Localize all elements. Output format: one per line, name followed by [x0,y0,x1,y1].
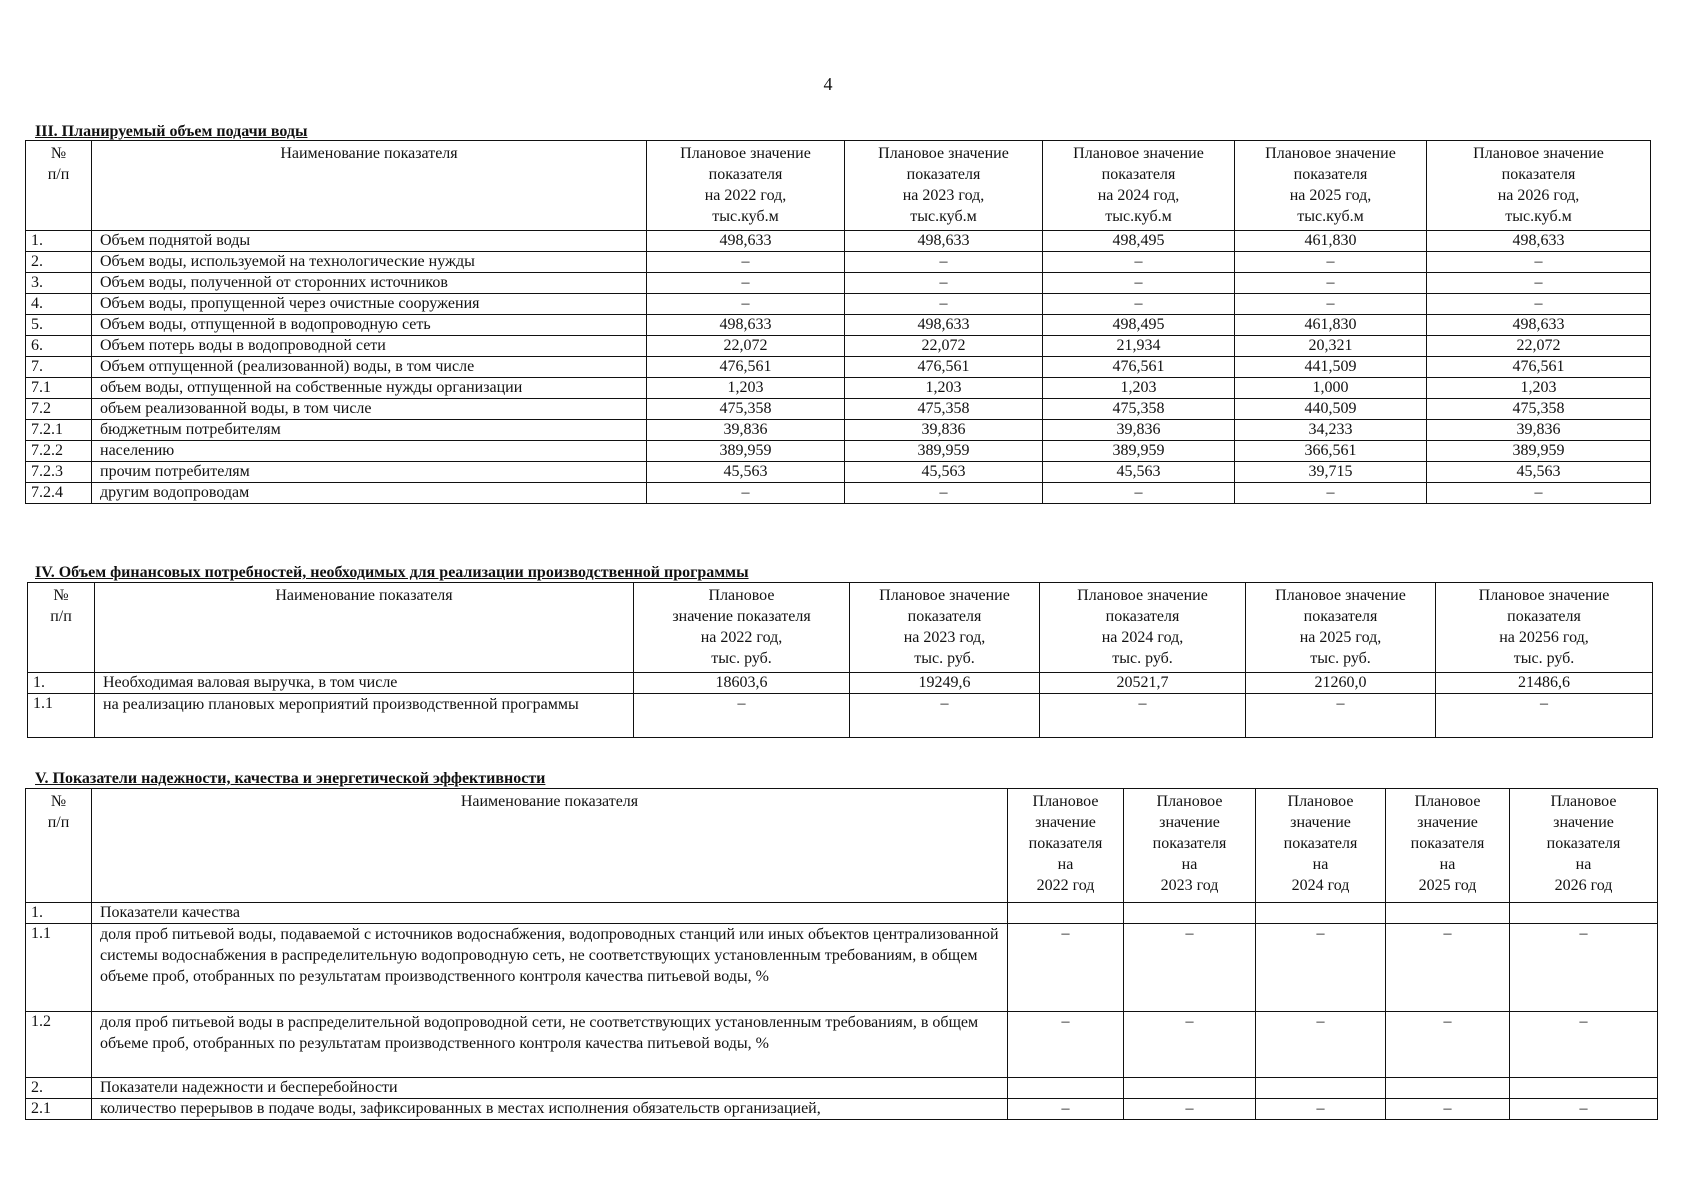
header-year-2024: Плановое значение показателя на 2024 год, тыс.куб.м [1043,141,1235,231]
row-num: 3. [26,273,92,294]
row-name: на реализацию плановых мероприятий производственной программы [95,694,634,738]
header-name: Наименование показателя [95,583,634,673]
table-row [26,315,1651,336]
table-row [26,399,1651,420]
row-value: 461,830 [1235,231,1427,252]
row-value [1256,1078,1386,1099]
row-value: – [1008,1099,1124,1120]
row-num: 7.2.3 [26,462,92,483]
page-number: 4 [823,74,833,94]
row-name: Показатели качества [92,903,1008,924]
row-value: – [1510,1099,1658,1120]
row-value: – [647,273,845,294]
row-value: – [647,483,845,504]
row-value [1124,1078,1256,1099]
row-value [1124,903,1256,924]
header-year-2025: Плановое значение показателя на 2025 год [1386,789,1510,903]
row-num: 2. [26,1078,92,1099]
table-row [26,420,1651,441]
row-value: 498,633 [845,315,1043,336]
row-value: – [634,694,850,738]
row-value: – [1386,1099,1510,1120]
row-value: – [845,252,1043,273]
row-value: 389,959 [647,441,845,462]
row-value [1386,1078,1510,1099]
row-value: – [1427,273,1651,294]
row-value: 1,203 [1427,378,1651,399]
row-value: – [1427,294,1651,315]
row-value: 498,495 [1043,315,1235,336]
table-row [26,294,1651,315]
row-value: – [1008,924,1124,1012]
table-row [26,1099,1658,1120]
row-num: 1.1 [28,694,95,738]
table-row [26,336,1651,357]
table-row [28,673,1653,694]
row-value [1008,903,1124,924]
row-num: 1. [26,231,92,252]
row-value: 39,715 [1235,462,1427,483]
table-header-row [26,789,1658,903]
water-supply-table [25,140,1651,504]
row-value: – [647,252,845,273]
row-value: 498,633 [1427,315,1651,336]
row-num: 4. [26,294,92,315]
row-num: 7.2.1 [26,420,92,441]
row-value: – [1386,924,1510,1012]
header-year-2025: Плановое значение показателя на 2025 год, тыс. руб. [1246,583,1436,673]
row-value: 39,836 [845,420,1043,441]
row-value: – [1427,483,1651,504]
row-value: 498,633 [647,231,845,252]
header-year-2024: Плановое значение показателя на 2024 год, тыс. руб. [1040,583,1246,673]
row-name: Объем воды, пропущенной через очистные сооружения [92,294,647,315]
row-value: 20521,7 [1040,673,1246,694]
table-row [26,252,1651,273]
row-value: 45,563 [1427,462,1651,483]
row-value: – [1235,273,1427,294]
row-num: 6. [26,336,92,357]
header-year-2026: Плановое значение показателя на 20256 год, тыс. руб. [1436,583,1653,673]
row-value: 21260,0 [1246,673,1436,694]
row-value: 440,509 [1235,399,1427,420]
row-value [1008,1078,1124,1099]
row-value: – [845,273,1043,294]
row-value: – [1235,252,1427,273]
row-value: – [845,483,1043,504]
row-name: Объем поднятой воды [92,231,647,252]
header-num: № п/п [26,141,92,231]
table-row [26,462,1651,483]
row-value: 476,561 [1427,357,1651,378]
row-value: 476,561 [845,357,1043,378]
section-3-title: III. Планируемый объем подачи воды [35,123,308,140]
row-name: объем воды, отпущенной на собственные нужды организации [92,378,647,399]
table-row [26,924,1658,1012]
row-value: 1,203 [845,378,1043,399]
row-num: 1.1 [26,924,92,1012]
row-value [1510,1078,1658,1099]
row-value: 45,563 [845,462,1043,483]
row-value [1386,903,1510,924]
table-header-row [28,583,1653,673]
row-name: количество перерывов в подаче воды, зафиксированных в местах исполнения обязательств организацией, [92,1099,1008,1120]
row-name: прочим потребителям [92,462,647,483]
row-name: другим водопроводам [92,483,647,504]
row-value: – [1386,1012,1510,1078]
row-value: 22,072 [1427,336,1651,357]
row-value [1256,903,1386,924]
table-row [26,483,1651,504]
table-row [26,441,1651,462]
header-year-2023: Плановое значение показателя на 2023 год, тыс. руб. [850,583,1040,673]
row-value: 475,358 [647,399,845,420]
row-value: 19249,6 [850,673,1040,694]
row-value: 389,959 [1043,441,1235,462]
row-num: 1.2 [26,1012,92,1078]
row-value: 1,203 [647,378,845,399]
row-value: 22,072 [647,336,845,357]
row-value: 18603,6 [634,673,850,694]
row-value: – [1124,1012,1256,1078]
row-value: 22,072 [845,336,1043,357]
row-value: 389,959 [845,441,1043,462]
table-row [26,903,1658,924]
row-num: 7. [26,357,92,378]
row-num: 7.2.2 [26,441,92,462]
row-value: 1,203 [1043,378,1235,399]
row-value: – [1256,1099,1386,1120]
header-num: № п/п [28,583,95,673]
table-row [26,357,1651,378]
table-header-row [26,141,1651,231]
header-year-2023: Плановое значение показателя на 2023 год [1124,789,1256,903]
row-value: – [1256,1012,1386,1078]
header-num: № п/п [26,789,92,903]
row-value: 475,358 [845,399,1043,420]
row-value: 21486,6 [1436,673,1653,694]
header-year-2022: Плановое значение показателя на 2022 год, тыс. руб. [634,583,850,673]
row-name: Объем воды, полученной от сторонних источников [92,273,647,294]
row-value: 366,561 [1235,441,1427,462]
header-year-2026: Плановое значение показателя на 2026 год, тыс.куб.м [1427,141,1651,231]
row-value: – [1510,1012,1658,1078]
row-num: 2. [26,252,92,273]
row-value: 39,836 [647,420,845,441]
table-row [26,378,1651,399]
row-value: 461,830 [1235,315,1427,336]
row-value: – [1124,1099,1256,1120]
row-value: 39,836 [1043,420,1235,441]
row-value: – [1008,1012,1124,1078]
row-name: доля проб питьевой воды, подаваемой с источников водоснабжения, водопроводных станций или иных объектов централизованной системы водоснабжения в распределительную водопроводную сеть, не соответствующих установленным требованиям, в общем объеме проб, отобранных по результатам производственного контроля качества питьевой воды, % [92,924,1008,1012]
row-value: – [1427,252,1651,273]
row-value: 476,561 [1043,357,1235,378]
row-value: – [1043,252,1235,273]
reliability-table [25,788,1658,1120]
row-name: Объем потерь воды в водопроводной сети [92,336,647,357]
row-value: 45,563 [647,462,845,483]
row-name: Объем отпущенной (реализованной) воды, в том числе [92,357,647,378]
row-num: 2.1 [26,1099,92,1120]
row-value: 34,233 [1235,420,1427,441]
row-value: – [647,294,845,315]
row-value: – [1246,694,1436,738]
table-row [28,694,1653,738]
row-name: объем реализованной воды, в том числе [92,399,647,420]
row-value: – [1040,694,1246,738]
row-value: – [850,694,1040,738]
section-4-title: IV. Объем финансовых потребностей, необходимых для реализации производственной программы [35,564,749,581]
row-value: – [845,294,1043,315]
row-num: 7.2 [26,399,92,420]
row-num: 1. [28,673,95,694]
row-value: 20,321 [1235,336,1427,357]
row-value: – [1043,273,1235,294]
header-year-2025: Плановое значение показателя на 2025 год, тыс.куб.м [1235,141,1427,231]
row-name: Необходимая валовая выручка, в том числе [95,673,634,694]
header-year-2022: Плановое значение показателя на 2022 год, тыс.куб.м [647,141,845,231]
row-value: – [1256,924,1386,1012]
row-name: доля проб питьевой воды в распределительной водопроводной сети, не соответствующих установленным требованиям, в общем объеме проб, отобранных по результатам производственного контроля качества питьевой воды, % [92,1012,1008,1078]
row-value: 45,563 [1043,462,1235,483]
table-row [26,1012,1658,1078]
table-row [26,231,1651,252]
row-num: 1. [26,903,92,924]
row-name: Объем воды, используемой на технологические нужды [92,252,647,273]
row-value: 39,836 [1427,420,1651,441]
row-value: 498,633 [845,231,1043,252]
row-value: – [1436,694,1653,738]
header-name: Наименование показателя [92,141,647,231]
row-value: 476,561 [647,357,845,378]
row-value: – [1235,294,1427,315]
row-value: 1,000 [1235,378,1427,399]
row-value: 475,358 [1427,399,1651,420]
row-value: – [1043,294,1235,315]
row-name: Показатели надежности и бесперебойности [92,1078,1008,1099]
row-name: Объем воды, отпущенной в водопроводную сеть [92,315,647,336]
financial-needs-table [27,582,1653,738]
header-year-2023: Плановое значение показателя на 2023 год, тыс.куб.м [845,141,1043,231]
row-num: 5. [26,315,92,336]
row-name: бюджетным потребителям [92,420,647,441]
table-row [26,1078,1658,1099]
row-value: 498,633 [647,315,845,336]
row-value: 441,509 [1235,357,1427,378]
row-value: – [1124,924,1256,1012]
row-value: 21,934 [1043,336,1235,357]
row-value: – [1510,924,1658,1012]
row-value [1510,903,1658,924]
row-value: – [1235,483,1427,504]
row-value: 498,495 [1043,231,1235,252]
row-name: населению [92,441,647,462]
header-year-2026: Плановое значение показателя на 2026 год [1510,789,1658,903]
header-year-2022: Плановое значение показателя на 2022 год [1008,789,1124,903]
header-name: Наименование показателя [92,789,1008,903]
row-value: 389,959 [1427,441,1651,462]
row-value: 475,358 [1043,399,1235,420]
header-year-2024: Плановое значение показателя на 2024 год [1256,789,1386,903]
row-num: 7.1 [26,378,92,399]
row-value: – [1043,483,1235,504]
table-row [26,273,1651,294]
row-num: 7.2.4 [26,483,92,504]
row-value: 498,633 [1427,231,1651,252]
section-5-title: V. Показатели надежности, качества и энергетической эффективности [35,770,546,787]
